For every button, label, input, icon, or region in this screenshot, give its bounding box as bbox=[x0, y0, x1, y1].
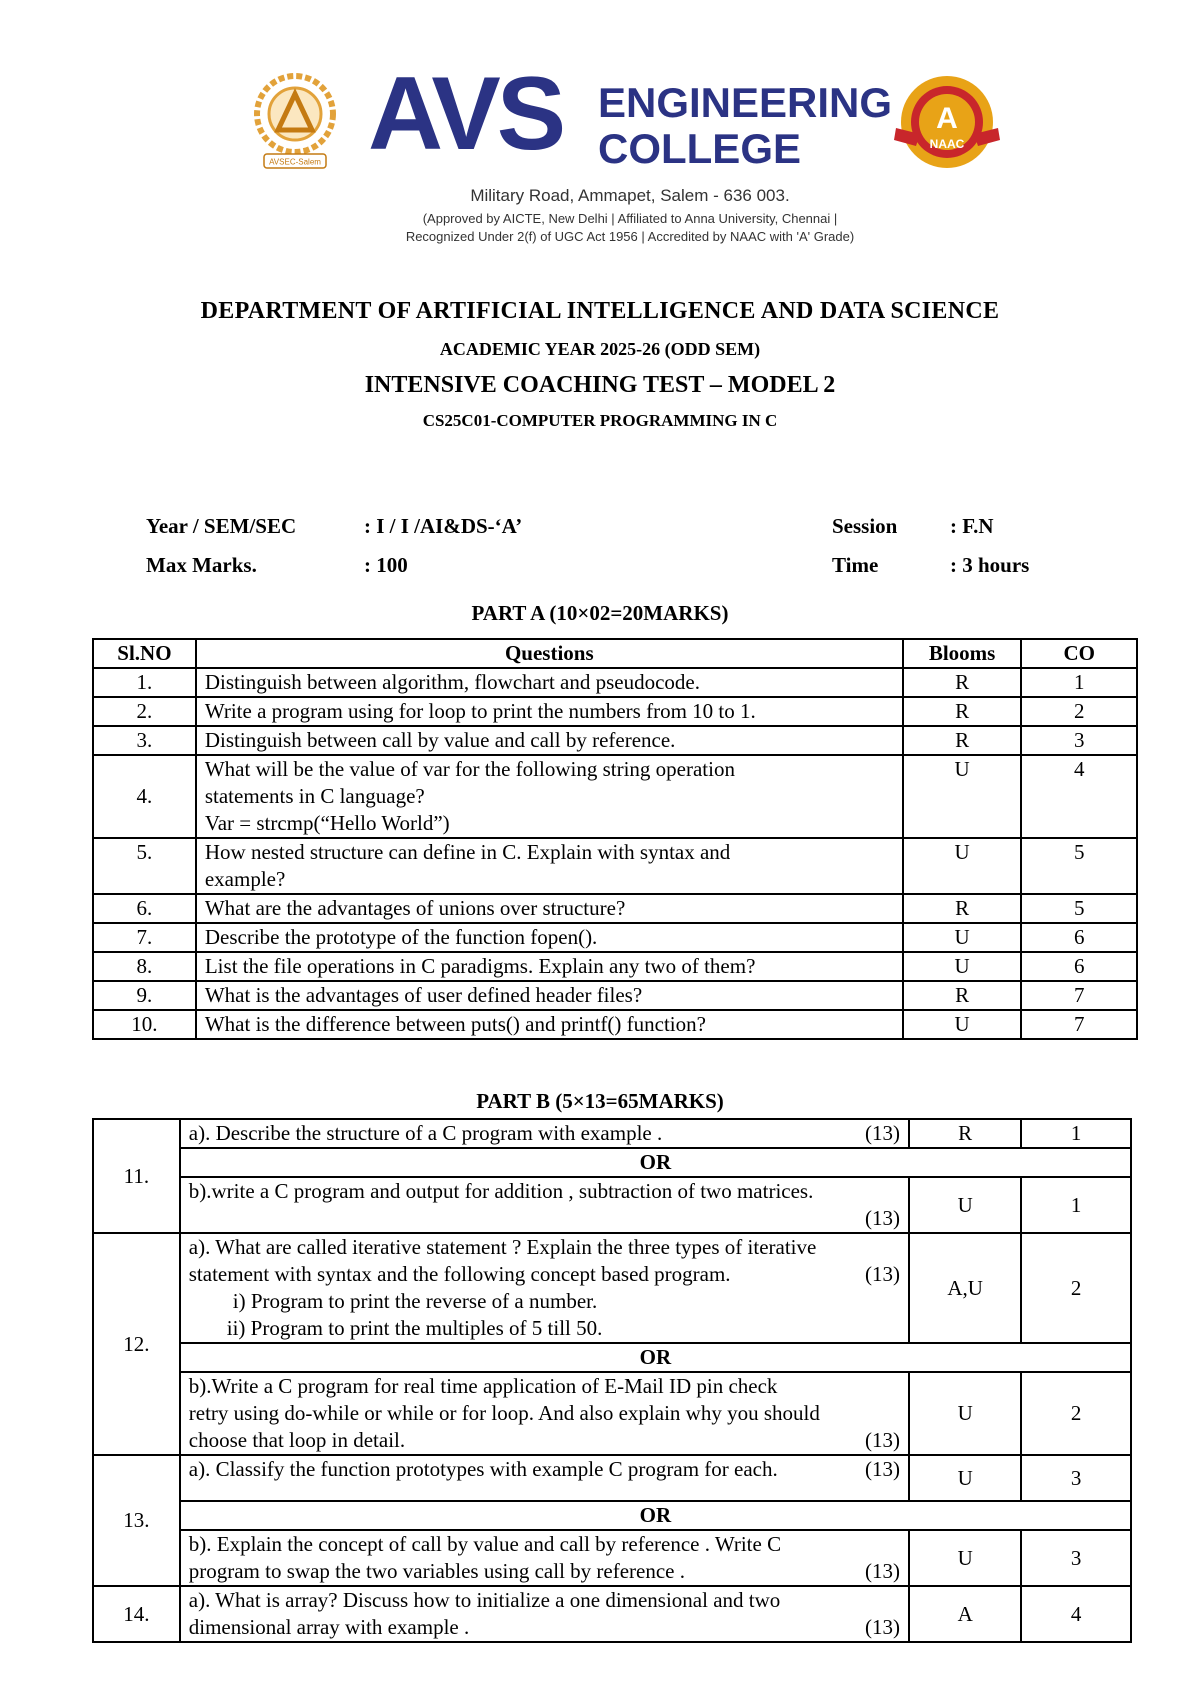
college-emblem-icon bbox=[250, 72, 340, 170]
question-subpoint: ii) Program to print the multiples of 5 till 50. bbox=[226, 1316, 603, 1340]
meta-values-right bbox=[950, 514, 1029, 592]
table-row bbox=[93, 1530, 1131, 1586]
row-co: 1 bbox=[1021, 1119, 1131, 1148]
row-blooms: R bbox=[903, 726, 1022, 755]
row-blooms: U bbox=[903, 755, 1022, 838]
question-line: statements in C language? bbox=[204, 784, 425, 808]
question-text: dimensional array with example . bbox=[188, 1615, 470, 1639]
question-line: Var = strcmp(“Hello World”) bbox=[204, 811, 450, 835]
question-option-a bbox=[180, 1455, 909, 1501]
table-row bbox=[93, 1010, 1137, 1039]
question-marks: (13) bbox=[865, 1457, 901, 1481]
question-option-a bbox=[180, 1119, 909, 1148]
row-question: Describe the prototype of the function fopen(). bbox=[196, 923, 903, 952]
part-a-title: PART A (10×02=20MARKS) bbox=[471, 601, 729, 625]
brand-line-2: COLLEGE bbox=[598, 125, 802, 172]
row-question: What is the difference between puts() and printf() function? bbox=[196, 1010, 903, 1039]
row-co: 2 bbox=[1021, 697, 1137, 726]
college-header bbox=[240, 56, 1020, 250]
question-marks: (13) bbox=[865, 1206, 901, 1230]
question-text: b). Explain the concept of call by value and call by reference . Write C bbox=[188, 1532, 782, 1556]
question-text: choose that loop in detail. bbox=[188, 1428, 406, 1452]
marks-value: : 100 bbox=[364, 553, 408, 577]
address-line-1: Military Road, Ammapet, Salem - 636 003. bbox=[470, 186, 790, 205]
row-blooms: U bbox=[909, 1372, 1021, 1455]
table-row bbox=[93, 697, 1137, 726]
row-question: List the file operations in C paradigms. Explain any two of them? bbox=[196, 952, 903, 981]
session-label: Session bbox=[832, 514, 898, 538]
table-row bbox=[93, 981, 1137, 1010]
question-number: 13. bbox=[93, 1455, 180, 1586]
address-line-2: (Approved by AICTE, New Delhi | Affiliated to Anna University, Chennai | bbox=[422, 211, 838, 226]
question-text: statement with syntax and the following concept based program. bbox=[188, 1262, 731, 1286]
table-row bbox=[93, 838, 1137, 894]
row-blooms: U bbox=[909, 1530, 1021, 1586]
brand-name bbox=[598, 80, 892, 172]
row-question: Write a program using for loop to print the numbers from 10 to 1. bbox=[196, 697, 903, 726]
row-blooms: U bbox=[903, 838, 1022, 894]
row-number: 5. bbox=[93, 838, 196, 894]
table-row bbox=[93, 1119, 1131, 1148]
part-a-table bbox=[92, 638, 1138, 1040]
question-marks: (13) bbox=[865, 1615, 901, 1639]
row-blooms: R bbox=[903, 668, 1022, 697]
meta-values-left bbox=[364, 514, 522, 592]
row-question: Distinguish between call by value and call by reference. bbox=[196, 726, 903, 755]
table-row bbox=[93, 668, 1137, 697]
row-co: 3 bbox=[1021, 1530, 1131, 1586]
row-question: What is the advantages of user defined header files? bbox=[196, 981, 903, 1010]
table-row bbox=[93, 1586, 1131, 1642]
header-co: CO bbox=[1021, 639, 1137, 668]
or-row bbox=[93, 1343, 1131, 1372]
row-blooms: A bbox=[909, 1586, 1021, 1642]
question-marks: (13) bbox=[865, 1559, 901, 1583]
table-row bbox=[93, 726, 1137, 755]
question-number: 12. bbox=[93, 1233, 180, 1455]
brand-letters: AVS bbox=[368, 56, 563, 172]
row-co: 7 bbox=[1021, 1010, 1137, 1039]
or-separator: OR bbox=[180, 1501, 1131, 1530]
table-row bbox=[93, 952, 1137, 981]
row-co: 3 bbox=[1021, 726, 1137, 755]
question-text: retry using do-while or while or for loop. And also explain why you should bbox=[188, 1401, 820, 1425]
row-co: 5 bbox=[1021, 894, 1137, 923]
row-number: 4. bbox=[93, 755, 196, 838]
row-number: 9. bbox=[93, 981, 196, 1010]
question-text: a). Classify the function prototypes with example C program for each. bbox=[188, 1457, 778, 1481]
time-label: Time bbox=[832, 553, 879, 577]
emblem-caption: AVSEC-Salem bbox=[269, 157, 321, 167]
row-co: 5 bbox=[1021, 838, 1137, 894]
question-option-b bbox=[180, 1530, 909, 1586]
question-text: program to swap the two variables using call by reference . bbox=[188, 1559, 685, 1583]
question-text: a). Describe the structure of a C program with example . bbox=[188, 1121, 663, 1145]
seal-letter: A bbox=[936, 102, 958, 135]
row-co: 1 bbox=[1021, 1177, 1131, 1233]
row-blooms: R bbox=[903, 894, 1022, 923]
row-number: 6. bbox=[93, 894, 196, 923]
row-number: 8. bbox=[93, 952, 196, 981]
academic-year: ACADEMIC YEAR 2025-26 (ODD SEM) bbox=[439, 339, 761, 359]
row-co: 4 bbox=[1021, 1586, 1131, 1642]
row-blooms: U bbox=[909, 1177, 1021, 1233]
row-number: 10. bbox=[93, 1010, 196, 1039]
part-a-header-row bbox=[93, 639, 1137, 668]
header-blooms: Blooms bbox=[903, 639, 1022, 668]
row-question bbox=[196, 755, 903, 838]
or-row bbox=[93, 1501, 1131, 1530]
table-row bbox=[93, 1372, 1131, 1455]
address-line-3: Recognized Under 2(f) of UGC Act 1956 | Accredited by NAAC with 'A' Grade) bbox=[405, 229, 855, 244]
time-value: : 3 hours bbox=[950, 553, 1030, 577]
question-text: a). What are called iterative statement ? Explain the three types of iterative bbox=[188, 1235, 817, 1259]
table-row bbox=[93, 755, 1137, 838]
row-co: 4 bbox=[1021, 755, 1137, 838]
college-address bbox=[240, 186, 1020, 246]
row-blooms: R bbox=[909, 1119, 1021, 1148]
part-b-title: PART B (5×13=65MARKS) bbox=[476, 1089, 724, 1113]
row-number: 2. bbox=[93, 697, 196, 726]
row-number: 3. bbox=[93, 726, 196, 755]
header-questions: Questions bbox=[196, 639, 903, 668]
row-number: 7. bbox=[93, 923, 196, 952]
row-co: 2 bbox=[1021, 1233, 1131, 1343]
or-separator: OR bbox=[180, 1343, 1131, 1372]
row-question bbox=[196, 838, 903, 894]
question-number: 11. bbox=[93, 1119, 180, 1233]
question-text: b).write a C program and output for addition , subtraction of two matrices. bbox=[188, 1179, 814, 1203]
table-row bbox=[93, 923, 1137, 952]
seal-caption: NAAC bbox=[929, 137, 965, 151]
meta-labels-right bbox=[832, 514, 897, 592]
question-marks: (13) bbox=[865, 1262, 901, 1286]
exam-titles bbox=[0, 298, 1200, 431]
row-blooms: R bbox=[903, 981, 1022, 1010]
row-blooms: U bbox=[909, 1455, 1021, 1501]
row-co: 3 bbox=[1021, 1455, 1131, 1501]
year-value: : I / I /AI&DS-‘A’ bbox=[364, 514, 523, 538]
naac-seal-icon bbox=[892, 70, 1002, 180]
question-option-b bbox=[180, 1177, 909, 1233]
question-option-a bbox=[180, 1586, 909, 1642]
row-blooms: R bbox=[903, 697, 1022, 726]
year-label: Year / SEM/SEC bbox=[146, 514, 297, 538]
row-co: 6 bbox=[1021, 952, 1137, 981]
question-text: b).Write a C program for real time application of E-Mail ID pin check bbox=[188, 1374, 778, 1398]
question-option-a bbox=[180, 1233, 909, 1343]
row-co: 7 bbox=[1021, 981, 1137, 1010]
question-marks: (13) bbox=[865, 1121, 901, 1145]
question-subpoint: i) Program to print the reverse of a number. bbox=[232, 1289, 598, 1313]
row-blooms: U bbox=[903, 952, 1022, 981]
marks-label: Max Marks. bbox=[146, 553, 257, 577]
row-co: 1 bbox=[1021, 668, 1137, 697]
table-row bbox=[93, 1455, 1131, 1501]
row-blooms: U bbox=[903, 1010, 1022, 1039]
test-title: INTENSIVE COACHING TEST – MODEL 2 bbox=[364, 372, 836, 398]
question-line: What will be the value of var for the following string operation bbox=[204, 757, 735, 781]
question-line: How nested structure can define in C. Explain with syntax and bbox=[204, 840, 731, 864]
or-separator: OR bbox=[180, 1148, 1131, 1177]
header-slno: Sl.NO bbox=[93, 639, 196, 668]
table-row bbox=[93, 894, 1137, 923]
row-blooms: A,U bbox=[909, 1233, 1021, 1343]
question-number: 14. bbox=[93, 1586, 180, 1642]
question-line: example? bbox=[204, 867, 286, 891]
row-co: 2 bbox=[1021, 1372, 1131, 1455]
department-title: DEPARTMENT OF ARTIFICIAL INTELLIGENCE AND DATA SCIENCE bbox=[200, 298, 1000, 324]
row-co: 6 bbox=[1021, 923, 1137, 952]
question-option-b bbox=[180, 1372, 909, 1455]
meta-labels-left bbox=[146, 514, 296, 592]
brand-line-1: ENGINEERING bbox=[598, 79, 893, 126]
row-blooms: U bbox=[903, 923, 1022, 952]
course-title: CS25C01-COMPUTER PROGRAMMING IN C bbox=[422, 411, 778, 430]
part-b-table bbox=[92, 1118, 1132, 1643]
table-row bbox=[93, 1177, 1131, 1233]
row-number: 1. bbox=[93, 668, 196, 697]
session-value: : F.N bbox=[950, 514, 994, 538]
question-marks: (13) bbox=[865, 1428, 901, 1452]
row-question: What are the advantages of unions over structure? bbox=[196, 894, 903, 923]
question-text: a). What is array? Discuss how to initialize a one dimensional and two bbox=[188, 1588, 781, 1612]
row-question: Distinguish between algorithm, flowchart and pseudocode. bbox=[196, 668, 903, 697]
or-row bbox=[93, 1148, 1131, 1177]
table-row bbox=[93, 1233, 1131, 1343]
